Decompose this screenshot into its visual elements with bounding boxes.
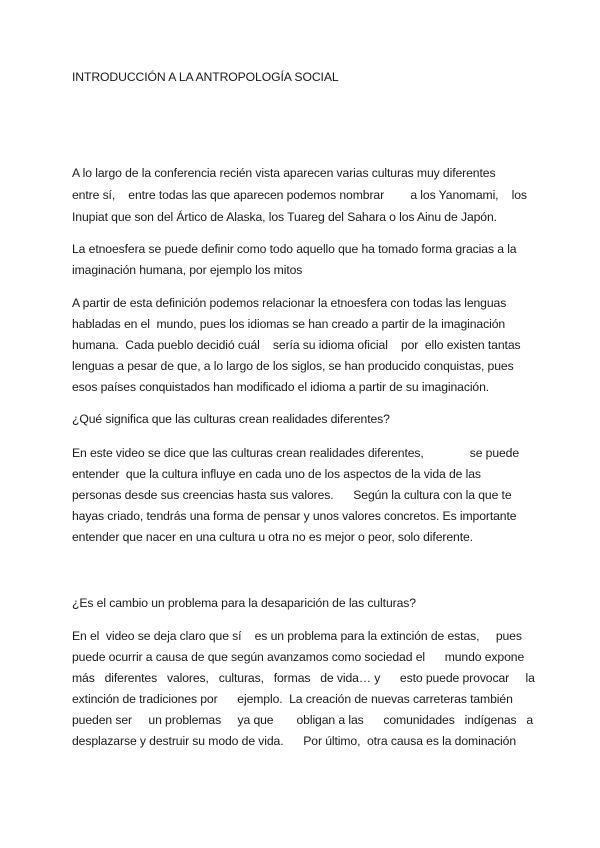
document-title: INTRODUCCIÓN A LA ANTROPOLOGÍA SOCIAL — [72, 70, 339, 84]
paragraph-3-line: humana. Cada pueblo decidió cuál sería su idioma oficial por ello existen tantas — [72, 338, 521, 352]
paragraph-3-line: habladas en el mundo, pues los idiomas se han creado a partir de la imaginación — [72, 317, 506, 331]
paragraph-4-line: personas desde sus creencias hasta sus valores. Según la cultura con la que te — [72, 488, 512, 502]
paragraph-1-line: Inupiat que son del Ártico de Alaska, los Tuareg del Sahara o los Ainu de Japón. — [72, 210, 497, 224]
paragraph-3-line: A partir de esta definición podemos relacionar la etnoesfera con todas las lenguas — [72, 296, 507, 310]
paragraph-5-line: puede ocurrir a causa de que según avanzamos como sociedad el mundo expone — [72, 650, 525, 664]
paragraph-4-line: En este video se dice que las culturas crean realidades diferentes, se puede — [72, 446, 520, 460]
paragraph-4-line: hayas criado, tendrás una forma de pensar y unos valores concretos. Es importante — [72, 509, 517, 523]
question-heading-2: ¿Es el cambio un problema para la desaparición de las culturas? — [72, 596, 416, 610]
paragraph-3-line: lenguas a pesar de que, a lo largo de los siglos, se han producido conquistas, pues — [72, 359, 514, 373]
paragraph-1-line: A lo largo de la conferencia recién vista aparecen varias culturas muy diferentes — [72, 166, 496, 180]
paragraph-5-line: más diferentes valores, culturas, formas de vida… y esto puede provocar la — [72, 671, 535, 685]
paragraph-5-line: desplazarse y destruir su modo de vida. Por último, otra causa es la dominación — [72, 734, 517, 748]
paragraph-5-line: extinción de tradiciones por ejemplo. La creación de nuevas carreteras también — [72, 692, 513, 706]
paragraph-2-line: La etnoesfera se puede definir como todo aquello que ha tomado forma gracias a la — [72, 242, 517, 256]
paragraph-5-line: En el video se deja claro que sí es un problema para la extinción de estas, pues — [72, 629, 522, 643]
question-heading-1: ¿Qué significa que las culturas crean realidades diferentes? — [72, 412, 390, 426]
paragraph-2-line: imaginación humana, por ejemplo los mitos — [72, 263, 303, 277]
paragraph-1-line: entre sí, entre todas las que aparecen podemos nombrar a los Yanomami, los — [72, 188, 527, 202]
paragraph-5-line: pueden ser un problemas ya que obligan a las comunidades indígenas a — [72, 713, 534, 727]
paragraph-4-line: entender que la cultura influye en cada uno de los aspectos de la vida de las — [72, 467, 481, 481]
paragraph-3-line: esos países conquistados han modificado el idioma a partir de su imaginación. — [72, 380, 490, 394]
paragraph-4-line: entender que nacer en una cultura u otra no es mejor o peor, solo diferente. — [72, 530, 473, 544]
